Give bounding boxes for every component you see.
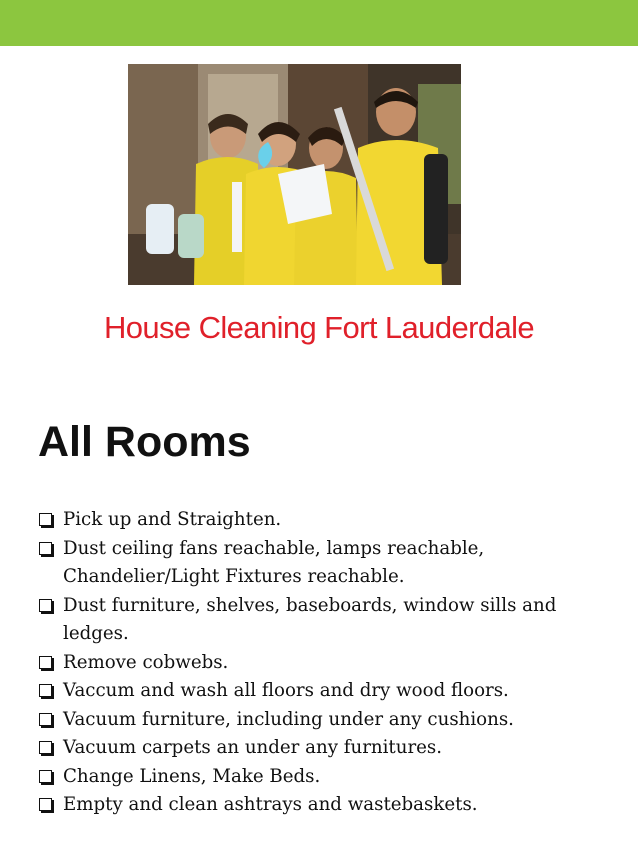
checkbox-icon: [39, 713, 52, 726]
list-item-text: Pick up and Straighten.: [63, 509, 282, 530]
section-title: All Rooms: [38, 418, 251, 466]
page-headline: House Cleaning Fort Lauderdale: [103, 310, 535, 345]
list-item-text: Vacuum furniture, including under any cushions.: [63, 708, 514, 730]
cleaning-checklist: [38, 506, 598, 820]
list-item-text: Vacuum carpets an under any furnitures.: [63, 737, 443, 758]
list-item: [38, 734, 598, 763]
list-item-text: Empty and clean ashtrays and wastebaskets.: [63, 794, 478, 815]
list-item-text: Dust furniture, shelves, baseboards, window sills and ledges.: [63, 594, 557, 644]
cleaning-team-photo: [128, 64, 461, 285]
top-accent-bar: [0, 0, 638, 46]
list-item-text: Remove cobwebs.: [63, 651, 229, 673]
checkbox-icon: [39, 741, 52, 754]
list-item: [38, 763, 598, 792]
list-item: [38, 592, 598, 649]
checkbox-icon: [39, 599, 52, 612]
checkbox-icon: [39, 513, 52, 526]
list-item: [38, 677, 598, 706]
list-item: [38, 506, 598, 535]
list-item: [38, 706, 598, 735]
checkbox-icon: [39, 684, 52, 697]
list-item: [38, 535, 598, 592]
checkbox-icon: [39, 656, 52, 669]
list-item-text: Dust ceiling fans reachable, lamps reachable, Chandelier/Light Fixtures reachable.: [63, 537, 485, 587]
list-item-text: Change Linens, Make Beds.: [63, 765, 321, 787]
checkbox-icon: [39, 798, 52, 811]
list-item: [38, 649, 598, 678]
checkbox-icon: [39, 542, 52, 555]
list-item-text: Vaccum and wash all floors and dry wood floors.: [63, 680, 509, 701]
checkbox-icon: [39, 770, 52, 783]
list-item: [38, 791, 598, 820]
